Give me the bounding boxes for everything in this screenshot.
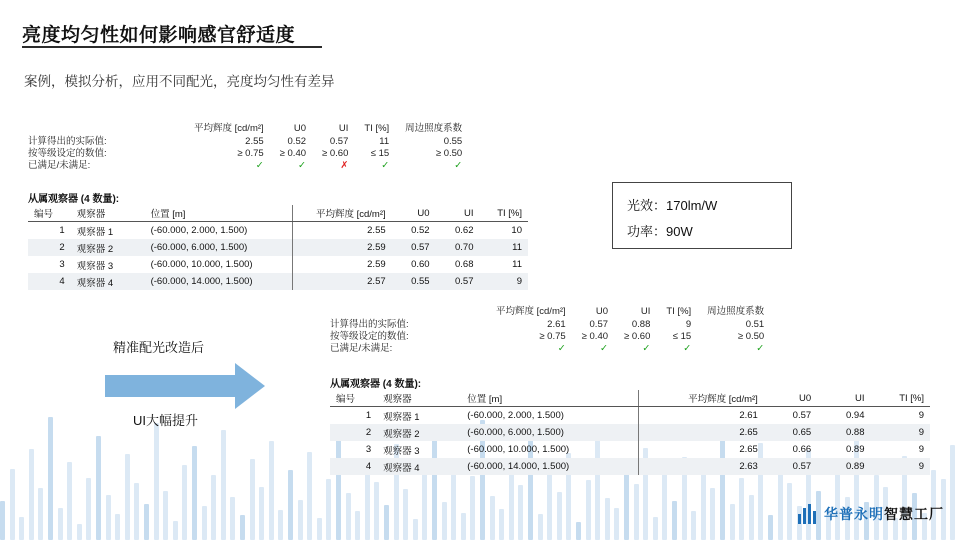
check-icon-lum-bottom: ✓ bbox=[557, 343, 566, 354]
table-header-row bbox=[28, 205, 528, 222]
table-cell: 0.62 bbox=[454, 225, 474, 236]
col-header: TI [%] bbox=[479, 205, 528, 222]
col-header: TI [%] bbox=[870, 390, 930, 407]
company-logo bbox=[798, 504, 944, 524]
check-icon-u0-bottom: ✓ bbox=[600, 343, 609, 354]
table-cell: 0.60 bbox=[411, 259, 430, 270]
check-icon-lum-top: ✓ bbox=[255, 160, 264, 171]
table-row bbox=[330, 407, 930, 425]
table-cell: 2 bbox=[28, 239, 71, 256]
label-required-top: 按等级设定的数值: bbox=[28, 148, 107, 159]
table-cell: 2.61 bbox=[638, 407, 764, 425]
table-row bbox=[330, 458, 930, 475]
table-cell: 0.70 bbox=[436, 239, 480, 256]
table-cell: 0.55 bbox=[392, 273, 436, 290]
table-cell: 2.59 bbox=[292, 239, 392, 256]
table-cell: 0.66 bbox=[792, 444, 812, 455]
col-header: 平均辉度 [cd/m²] bbox=[638, 390, 764, 407]
observer-title-bottom: 从属观察器 (4 数量): bbox=[330, 379, 422, 390]
check-icon-ti-bottom: ✓ bbox=[683, 343, 692, 354]
table-cell: 4 bbox=[28, 273, 71, 290]
table-cell: (-60.000, 2.000, 1.500) bbox=[150, 225, 248, 236]
page-title: 亮度均匀性如何影响感官舒适度 bbox=[22, 25, 296, 46]
page-subtitle: 案例，模拟分析，应用不同配光，亮度均匀性有差异 bbox=[24, 74, 335, 89]
req-ui-bottom: ≥ 0.60 bbox=[624, 331, 651, 342]
table-cell: 观察器 2 bbox=[71, 239, 145, 256]
table-cell: (-60.000, 10.000, 1.500) bbox=[467, 444, 570, 455]
table-cell: 0.88 bbox=[817, 424, 870, 441]
table-cell: 4 bbox=[330, 458, 377, 475]
req-lum-top: ≥ 0.75 bbox=[237, 148, 264, 159]
col-ui-top: UI bbox=[338, 123, 349, 134]
table-cell: 9 bbox=[918, 444, 924, 455]
table-cell: 0.57 bbox=[436, 273, 480, 290]
actual-u0-top: 0.52 bbox=[287, 136, 307, 147]
table-cell: 0.89 bbox=[845, 444, 865, 455]
check-icon-sr-top: ✓ bbox=[454, 160, 463, 171]
col-header: U0 bbox=[764, 390, 817, 407]
req-ui-top: ≥ 0.60 bbox=[322, 148, 349, 159]
summary-row-labels-top bbox=[28, 122, 178, 172]
actual-ti-bottom: 9 bbox=[685, 319, 692, 330]
col-lum-bottom: 平均辉度 [cd/m²] bbox=[496, 306, 566, 317]
table-cell: 2.65 bbox=[638, 424, 764, 441]
table-cell: 0.52 bbox=[411, 225, 430, 236]
table-cell: 观察器 4 bbox=[377, 458, 461, 475]
table-cell: 2.63 bbox=[638, 458, 764, 475]
table-cell: 2.57 bbox=[292, 273, 392, 290]
col-header: 观察器 bbox=[377, 390, 461, 407]
arrow-body bbox=[105, 375, 235, 397]
summary-status-row-bottom bbox=[480, 343, 764, 355]
observer-title-top: 从属观察器 (4 数量): bbox=[28, 194, 120, 205]
table-cell: 观察器 2 bbox=[377, 424, 461, 441]
col-ti-top: TI [%] bbox=[364, 123, 390, 134]
table-cell: 11 bbox=[512, 259, 522, 270]
label-actual-top: 计算得出的实际值: bbox=[28, 136, 107, 147]
col-header: UI bbox=[817, 390, 870, 407]
req-sr-bottom: ≥ 0.50 bbox=[737, 331, 765, 342]
table-cell: (-60.000, 14.000, 1.500) bbox=[145, 273, 293, 290]
label-actual-bottom: 计算得出的实际值: bbox=[330, 319, 409, 330]
table-cell: 0.57 bbox=[392, 239, 436, 256]
table-cell: 9 bbox=[870, 424, 930, 441]
table-cell: 2.65 bbox=[638, 441, 764, 458]
table-cell: 2 bbox=[330, 424, 377, 441]
col-ui-bottom: UI bbox=[640, 306, 651, 317]
table-row bbox=[28, 256, 528, 273]
table-cell: 观察器 3 bbox=[76, 260, 114, 272]
table-cell: 2.55 bbox=[292, 222, 392, 240]
col-header: 平均辉度 [cd/m²] bbox=[292, 205, 392, 222]
table-row bbox=[330, 441, 930, 458]
summary-actual-row-bottom bbox=[480, 319, 764, 331]
req-ti-top: ≤ 15 bbox=[370, 148, 390, 159]
summary-status-row-top bbox=[178, 160, 462, 172]
table-cell: 1 bbox=[365, 410, 372, 421]
table-cell: (-60.000, 10.000, 1.500) bbox=[150, 259, 253, 270]
table-cell: 9 bbox=[870, 458, 930, 475]
summary-required-row-top bbox=[178, 148, 462, 160]
table-cell: 观察器 3 bbox=[383, 445, 420, 457]
check-icon-ti-top: ✓ bbox=[381, 160, 390, 171]
col-sr-bottom: 周边照度系数 bbox=[707, 306, 765, 317]
table-cell: 3 bbox=[59, 259, 65, 270]
logo-mark-icon bbox=[798, 504, 818, 524]
check-icon-sr-bottom: ✓ bbox=[756, 343, 765, 354]
table-cell: 观察器 1 bbox=[76, 226, 114, 238]
table-cell: 0.65 bbox=[764, 424, 817, 441]
improvement-arrow bbox=[105, 340, 285, 428]
col-lum-top: 平均辉度 [cd/m²] bbox=[194, 123, 264, 134]
table-row bbox=[28, 222, 528, 240]
table-cell: 1 bbox=[59, 225, 65, 236]
arrow-label-top: 精准配光改造后 bbox=[113, 340, 205, 355]
col-header: 编号 bbox=[28, 205, 71, 222]
col-header: 位置 [m] bbox=[145, 205, 293, 222]
table-cell: 观察器 1 bbox=[383, 411, 420, 423]
summary-row-labels-bottom bbox=[330, 305, 480, 355]
table-cell: 0.57 bbox=[792, 410, 812, 421]
actual-u0-bottom: 0.57 bbox=[589, 319, 609, 330]
title-underline bbox=[22, 46, 322, 48]
col-u0-bottom: U0 bbox=[595, 306, 609, 317]
actual-ui-bottom: 0.88 bbox=[631, 319, 651, 330]
summary-actual-row-top bbox=[178, 136, 462, 148]
observer-table-bottom bbox=[330, 390, 930, 475]
arrow-label-bottom: UI大幅提升 bbox=[133, 413, 199, 428]
table-cell: 9 bbox=[479, 273, 528, 290]
summary-required-row-bottom bbox=[480, 331, 764, 343]
req-lum-bottom: ≥ 0.75 bbox=[539, 331, 566, 342]
table-cell: (-60.000, 14.000, 1.500) bbox=[461, 458, 638, 475]
table-cell: 0.57 bbox=[764, 458, 817, 475]
table-header-row bbox=[330, 390, 930, 407]
summary-table-bottom bbox=[480, 305, 764, 355]
check-icon-u0-top: ✓ bbox=[298, 160, 307, 171]
table-cell: 0.68 bbox=[454, 259, 474, 270]
info-box bbox=[612, 182, 792, 249]
label-status-top: 已满足/未满足: bbox=[28, 160, 91, 171]
req-u0-bottom: ≥ 0.40 bbox=[581, 331, 609, 342]
actual-lum-bottom: 2.61 bbox=[547, 319, 566, 330]
summary-block-bottom bbox=[330, 305, 930, 357]
col-u0-top: U0 bbox=[293, 123, 307, 134]
table-cell: (-60.000, 6.000, 1.500) bbox=[461, 424, 638, 441]
table-cell: 观察器 4 bbox=[71, 273, 145, 290]
table-cell: (-60.000, 6.000, 1.500) bbox=[145, 239, 293, 256]
col-header: U0 bbox=[392, 205, 436, 222]
col-header: 编号 bbox=[330, 390, 377, 407]
actual-ui-top: 0.57 bbox=[329, 136, 349, 147]
table-cell: 0.94 bbox=[845, 410, 865, 421]
summary-table-top bbox=[178, 122, 462, 172]
summary-header-row-top bbox=[178, 122, 462, 136]
table-row bbox=[28, 273, 528, 290]
actual-sr-bottom: 0.51 bbox=[745, 319, 765, 330]
col-header: UI bbox=[436, 205, 480, 222]
actual-lum-top: 2.55 bbox=[245, 136, 264, 147]
table-row bbox=[330, 424, 930, 441]
label-status-bottom: 已满足/未满足: bbox=[330, 343, 393, 354]
req-sr-top: ≥ 0.50 bbox=[435, 148, 463, 159]
table-cell: 11 bbox=[479, 239, 528, 256]
label-required-bottom: 按等级设定的数值: bbox=[330, 331, 409, 342]
col-header: 观察器 bbox=[71, 205, 145, 222]
req-ti-bottom: ≤ 15 bbox=[672, 331, 692, 342]
actual-ti-top: 11 bbox=[379, 136, 390, 147]
table-cell: (-60.000, 2.000, 1.500) bbox=[467, 410, 564, 421]
check-icon-ui-bottom: ✓ bbox=[642, 343, 651, 354]
table-cell: 0.89 bbox=[817, 458, 870, 475]
table-cell: 10 bbox=[511, 225, 522, 236]
logo-suffix: 智慧工厂 bbox=[884, 506, 944, 522]
logo-brand: 华普永明 bbox=[824, 506, 884, 522]
col-sr-top: 周边照度系数 bbox=[405, 123, 463, 134]
table-cell: 3 bbox=[365, 444, 372, 455]
summary-header-row-bottom bbox=[480, 305, 764, 319]
actual-sr-top: 0.55 bbox=[443, 136, 463, 147]
observer-table-top bbox=[28, 205, 528, 290]
col-header: 位置 [m] bbox=[461, 390, 638, 407]
req-u0-top: ≥ 0.40 bbox=[279, 148, 307, 159]
info-efficacy: 光效：170lm/W bbox=[627, 198, 718, 213]
cross-icon-ui-top: ✗ bbox=[340, 160, 349, 171]
col-ti-bottom: TI [%] bbox=[666, 306, 692, 317]
summary-block-top bbox=[28, 122, 568, 174]
arrow-head bbox=[235, 363, 265, 409]
table-row bbox=[28, 239, 528, 256]
table-cell: 9 bbox=[918, 410, 924, 421]
table-cell: 2.59 bbox=[292, 256, 392, 273]
info-power: 功率：90W bbox=[627, 224, 693, 239]
